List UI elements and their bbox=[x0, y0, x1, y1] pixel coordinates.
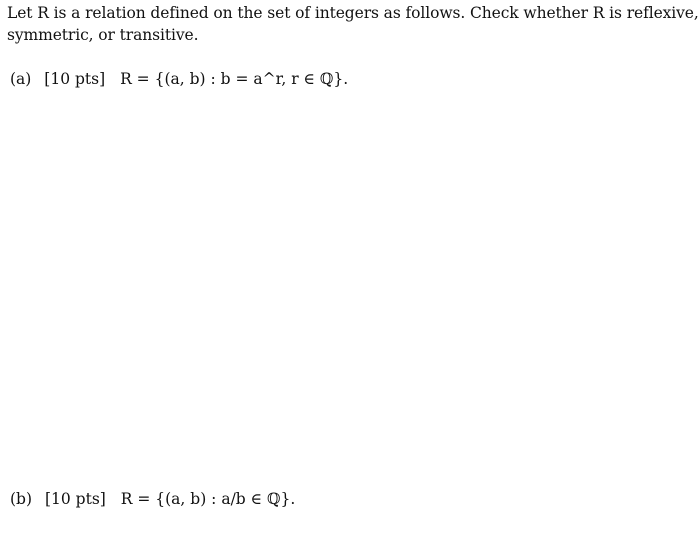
problem-b bbox=[10, 488, 295, 510]
problem-a-label: (a) bbox=[10, 70, 32, 88]
problem-a-points: [10 pts] bbox=[44, 70, 106, 88]
problem-b-label: (b) bbox=[10, 490, 33, 508]
problem-b-points: [10 pts] bbox=[44, 490, 106, 508]
intro-line-2: symmetric, or transitive. bbox=[7, 26, 199, 44]
intro-line-1: Let R is a relation defined on the set of integers as follows. Check whether R is reflexive, bbox=[7, 4, 699, 22]
problem-statement bbox=[7, 2, 699, 46]
problem-b-relation: R = {(a, b) : a/b ∈ ℚ}. bbox=[120, 490, 296, 508]
problem-a-relation: R = {(a, b) : b = a^r, r ∈ ℚ}. bbox=[120, 70, 349, 88]
problem-a bbox=[10, 68, 348, 90]
